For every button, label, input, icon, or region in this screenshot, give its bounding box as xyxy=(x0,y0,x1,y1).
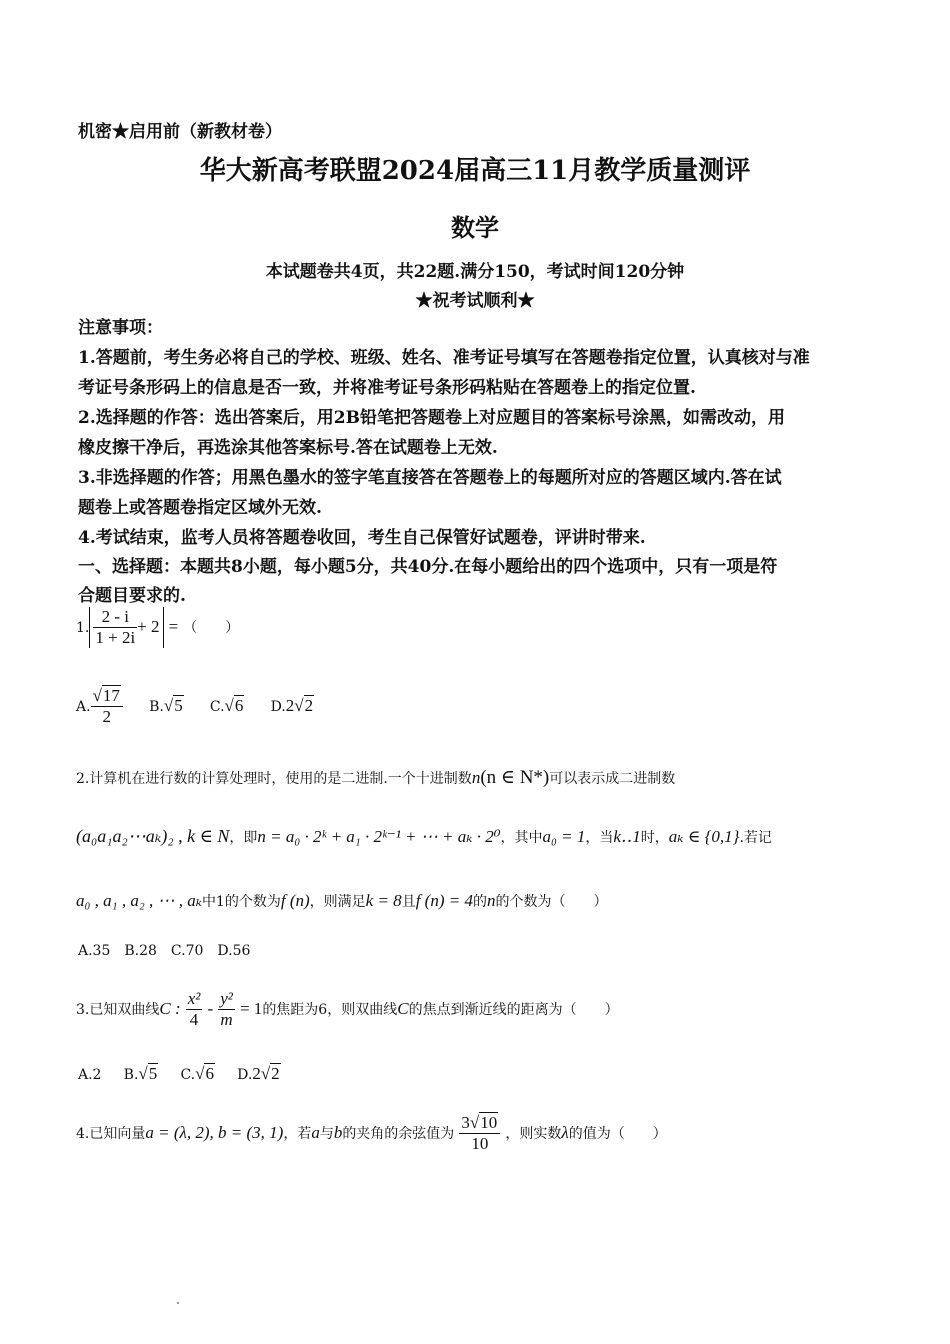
notice-line: 2.选择题的作答：选出答案后，用2B铅笔把答题卷上对应题目的答案标号涂黑，如需改动，用 xyxy=(78,408,785,428)
section-heading: 一、选择题：本题共8小题，每小题5分，共40分.在每小题给出的四个选项中，只有一项是符 xyxy=(78,557,778,577)
question-3: 3.已知双曲线C : $\frac{\text{x²}}{4}$ - $\frac{\text{y²}}{m}$ = 1的焦距为6，则双曲线C的焦点到渐近线的距离为（ ） xyxy=(76,989,619,1029)
question-3-options: A.2 B.√5 C.√6 D.2√2 xyxy=(78,1064,280,1083)
question-4: 4.已知向量a = (λ, 2), b = (3, 1)，若a与b的夹角的余弦值为 $\frac{3√10}{10}$ ，则实数λ的值为（ ） xyxy=(76,1113,667,1153)
option-d-value: 2√2 xyxy=(285,696,314,715)
question-2-line-3: a₀ , a₁ , a₂ , ⋯ , aₖ中1的个数为f (n)，则满足k = 8且f (n) = 4的n的个数为（ ） xyxy=(76,891,608,910)
secret-label: 机密★启用前（新教材卷） xyxy=(78,122,282,142)
subject-title: 数学 xyxy=(451,213,499,242)
question-number: 1. xyxy=(76,620,90,636)
cosine-fraction: $\frac{3√10}{10}$ xyxy=(459,1113,500,1154)
notice-heading: 注意事项： xyxy=(78,318,163,338)
fraction-y2-m: $\frac{\text{y²}}{m}$ xyxy=(220,989,233,1029)
option-b-value: √5 xyxy=(163,696,183,715)
exam-title: 华大新高考联盟2024届高三11月教学质量测评 xyxy=(199,156,751,186)
notice-line: 题卷上或答题卷指定区域外无效. xyxy=(78,498,322,518)
abs-value-expression: $\frac{2 - i}{1 + 2i}$ + 2 xyxy=(89,607,163,648)
notice-line: 橡皮擦干净后，再选涂其他答案标号.答在试题卷上无效. xyxy=(78,438,498,458)
question-2-options: A.35 B.28 C.70 D.56 xyxy=(78,943,251,959)
fraction: $\frac{2 - i}{1 + 2i}$ xyxy=(95,607,136,647)
notice-line: 1.答题前，考生务必将自己的学校、班级、姓名、准考证号填写在答题卷指定位置，认真核对与准 xyxy=(78,348,810,368)
question-2-line-1: 2.计算机在进行数的计算处理时，使用的是二进制.一个十进制数n(n ∈ N*)可以表示成二进制数 xyxy=(76,767,676,788)
option-a-value: $\frac{√17}{2}$ xyxy=(91,686,123,727)
notice-line: 4.考试结束，监考人员将答题卷收回，考生自己保管好试题卷，评讲时带来. xyxy=(78,528,646,548)
fraction-x2-4: $\frac{\text{x²}}{4}$ xyxy=(187,989,201,1029)
exam-wish: ★祝考试顺利★ xyxy=(415,291,535,311)
notice-line: 3.非选择题的作答；用黑色墨水的签字笔直接答在答题卷上的每题所对应的答题区域内.答在试 xyxy=(78,468,782,488)
option-c-value: √6 xyxy=(224,696,244,715)
option-d-value: 2√2 xyxy=(252,1064,280,1083)
question-1: 1. $\frac{2 - i}{1 + 2i}$ + 2 = （ ） xyxy=(76,607,240,647)
option-b-value: √5 xyxy=(138,1064,158,1083)
notice-line: 考证号条形码上的信息是否一致，并将准考证号条形码粘贴在答题卷上的指定位置. xyxy=(78,378,696,398)
option-c-value: √6 xyxy=(195,1064,214,1083)
question-2-line-2: (a₀a₁a₂⋯aₖ)₂ , k ∈ N，即n = a₀ · 2ᵏ + a₁ · 2ᵏ⁻¹ + ⋯ + aₖ · 2⁰，其中a₀ = 1，当k‥1时，aₖ ∈ {0,1}.若记 xyxy=(76,826,772,846)
scan-artifact-dot xyxy=(177,1302,179,1304)
section-heading-cont: 合题目要求的. xyxy=(78,586,186,606)
question-1-options: A. $\frac{√17}{2}$ B.√5 C.√6 D.2√2 xyxy=(76,686,314,726)
answer-blank: （ ） xyxy=(183,620,240,636)
exam-info: 本试题卷共4页，共22题.满分150，考试时间120分钟 xyxy=(265,262,685,282)
